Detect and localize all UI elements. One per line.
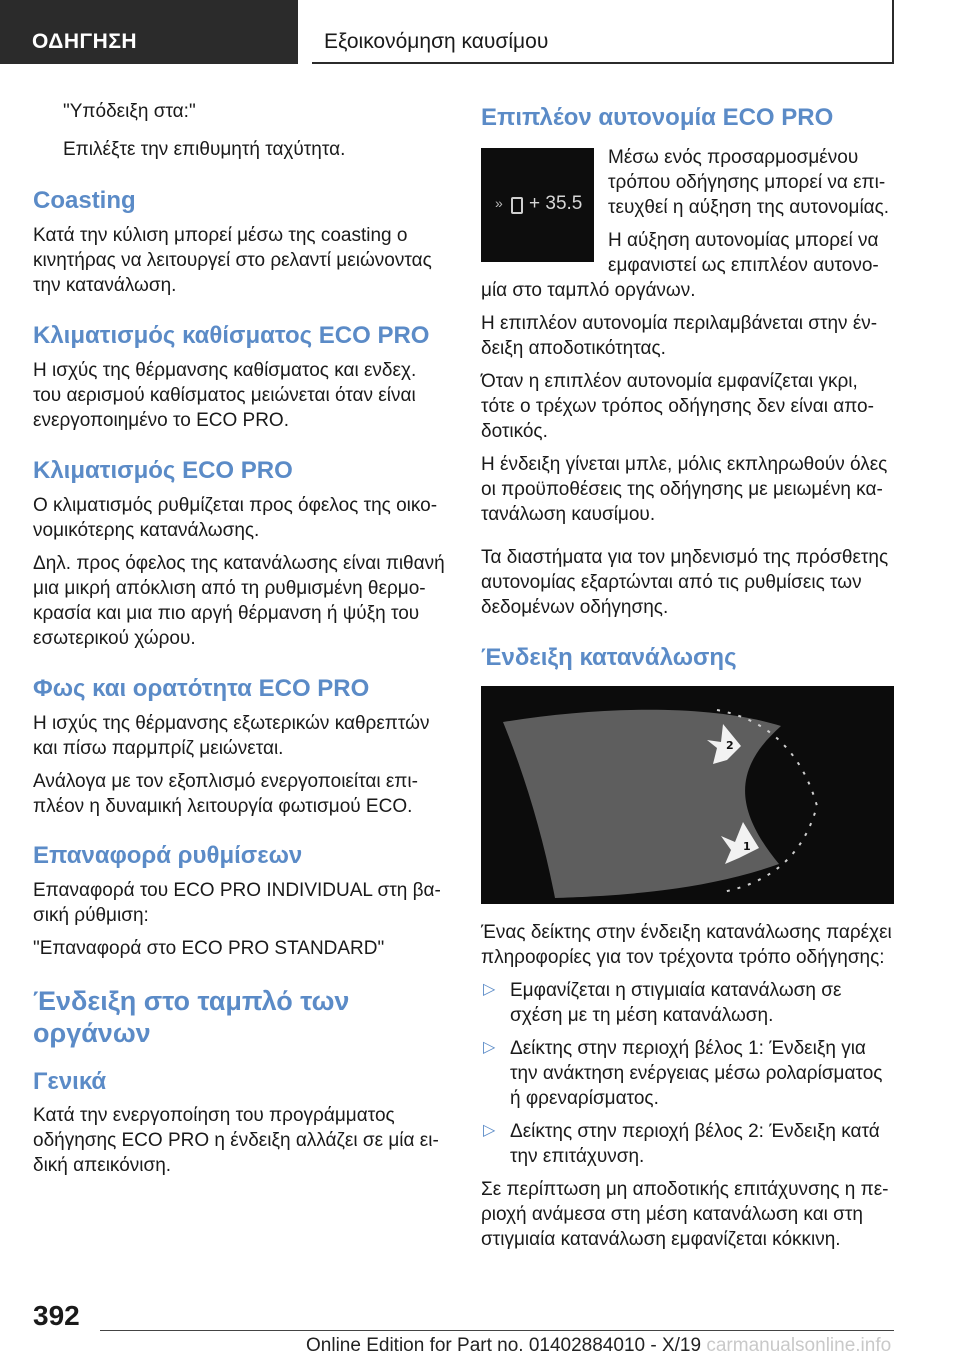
- text-line: Η ισχύς της θέρμανσης εξωτερικών καθρεπτών: [33, 713, 430, 734]
- text-line: μία στο ταμπλό οργάνων.: [481, 280, 696, 301]
- text-line: Ανάλογα με τον εξοπλισμό ενεργοποιείται επι-: [33, 771, 418, 792]
- text-line: νομικότερης κατανάλωσης.: [33, 520, 260, 541]
- list-item: Εμφανίζεται η στιγμιαία κατανάλωση σε: [510, 980, 842, 1001]
- heading-consumption: Ένδειξη κατανάλωσης: [481, 644, 737, 671]
- text-line: Επαναφορά του ECO PRO INDIVIDUAL στη βα-: [33, 880, 441, 901]
- header-section-label: ΟΔΗΓΗΣΗ: [32, 30, 138, 53]
- bullet-triangle-icon: ▷: [483, 981, 496, 998]
- text-line: Δηλ. προς όφελος της κατανάλωσης είναι πιθανή: [33, 553, 445, 574]
- list-item: ή φρεναρίσματος.: [510, 1088, 659, 1109]
- heading-light: Φως και ορατότητα ECO PRO: [33, 675, 370, 702]
- text-line: εσωτερικού χώρου.: [33, 628, 196, 649]
- text-line: Σε περίπτωση μη αποδοτικής επιτάχυνσης η πε-: [481, 1179, 889, 1200]
- text-line: Η επιπλέον αυτονομία περιλαμβάνεται στην έν-: [481, 313, 878, 334]
- text-line: τρόπου οδήγησης μπορεί να επι-: [608, 172, 886, 193]
- consumption-gauge-illustration: [481, 686, 894, 904]
- text-line: πληροφορίες για τον τρέχοντα τρόπο οδήγησης:: [481, 947, 885, 968]
- heading-extra-range: Επιπλέον αυτονομία ECO PRO: [481, 104, 834, 131]
- list-item: την ανάκτηση ενέργειας μέσω ρολαρίσματος: [510, 1063, 883, 1084]
- list-item: την επιτάχυνση.: [510, 1146, 645, 1167]
- text-line: δεδομένων οδήγησης.: [481, 597, 669, 618]
- text-line: και πίσω παρμπρίζ μειώνεται.: [33, 738, 284, 759]
- header-section-tab: [0, 0, 298, 64]
- list-item: σχέση με τη μέση κατανάλωση.: [510, 1005, 774, 1026]
- bullet-triangle-icon: ▷: [483, 1039, 496, 1056]
- text-line: πλέον η δυναμική λειτουργία φωτισμού ECO.: [33, 796, 413, 817]
- text-line: του αερισμού καθίσματος μειώνεται όταν είναι: [33, 385, 416, 406]
- header-chapter-label: Εξοικονόμηση καυσίμου: [324, 30, 549, 53]
- text-line: Η ένδειξη γίνεται μπλε, μόλις εκπληρωθούν όλες: [481, 454, 888, 475]
- text-line: Τα διαστήματα για τον μηδενισμό της πρόσθετης: [481, 547, 889, 568]
- consumption-display-image: [481, 686, 894, 904]
- text-line: τότε ο τρέχων τρόπος οδήγησης δεν είναι απο-: [481, 396, 874, 417]
- heading-seat-climate: Κλιματισμός καθίσματος ECO PRO: [33, 322, 430, 349]
- heading-coasting: Coasting: [33, 187, 136, 214]
- footer-edition-text: Online Edition for Part no. 01402884010 - X/19: [306, 1335, 702, 1356]
- text-line: Κατά την ενεργοποίηση του προγράμματος: [33, 1105, 395, 1126]
- text-line: Η αύξηση αυτονομίας μπορεί να: [608, 230, 879, 251]
- text-line: δοτικός.: [481, 421, 548, 442]
- text-line: αυτονομίας εξαρτώνται από τις ρυθμίσεις των: [481, 572, 862, 593]
- double-chevron-icon: »: [495, 195, 503, 211]
- fuel-pump-icon: [511, 197, 523, 214]
- heading-climate: Κλιματισμός ECO PRO: [33, 457, 293, 484]
- text-line: στιγμιαία κατανάλωση εμφανίζεται κόκκινη.: [481, 1229, 841, 1250]
- heading-general: Γενικά: [33, 1068, 107, 1095]
- intro-line: Επιλέξτε την επιθυμητή ταχύτητα.: [63, 139, 346, 160]
- footer-divider: [100, 1330, 894, 1331]
- text-line: Κατά την κύλιση μπορεί μέσω της coasting ο: [33, 225, 408, 246]
- text-line: Η ισχύς της θέρμανσης καθίσματος και ενδεχ.: [33, 360, 417, 381]
- text-line: Ένας δείκτης στην ένδειξη κατανάλωσης παρέχει: [481, 922, 892, 943]
- text-line: Όταν η επιπλέον αυτονομία εμφανίζεται γκρι,: [481, 371, 858, 392]
- text-line: ενεργοποιημένο το ECO PRO.: [33, 410, 289, 431]
- text-line: την κατανάλωση.: [33, 275, 177, 296]
- header-chapter-tab: [312, 0, 894, 64]
- text-line: κρασία και μια πιο αργή θέρμανση ή ψύξη του: [33, 603, 420, 624]
- heading-cluster: Ένδειξη στο ταμπλό των: [33, 986, 350, 1016]
- intro-line: "Υπόδειξη στα:": [63, 101, 196, 122]
- text-line: Μέσω ενός προσαρμοσμένου: [608, 147, 859, 168]
- arrow-1-label: 1: [743, 840, 751, 853]
- list-item: Δείκτης στην περιοχή βέλος 2: Ένδειξη κατά: [510, 1121, 880, 1142]
- text-line: οδήγησης ECO PRO η ένδειξη αλλάζει σε μία ει-: [33, 1130, 439, 1151]
- page-number: 392: [33, 1300, 80, 1331]
- footer-edition: [306, 1335, 891, 1357]
- text-line: τανάλωση καυσίμου.: [481, 504, 656, 525]
- text-line: εμφανιστεί ως επιπλέον αυτονο-: [608, 255, 879, 276]
- text-line: δική απεικόνιση.: [33, 1155, 172, 1176]
- footer-watermark: carmanualsonline.info: [706, 1335, 892, 1356]
- extra-range-display-image: [481, 148, 594, 262]
- text-line: μια μικρή απόκλιση από τη ρυθμισμένη θερμο-: [33, 578, 426, 599]
- text-line: οι προϋποθέσεις της οδήγησης με μειωμένη κα-: [481, 479, 883, 500]
- list-item: Δείκτης στην περιοχή βέλος 1: Ένδειξη για: [510, 1038, 866, 1059]
- text-line: Ο κλιματισμός ρυθμίζεται προς όφελος της οικο-: [33, 495, 438, 516]
- bullet-triangle-icon: ▷: [483, 1122, 496, 1139]
- text-line: σική ρύθμιση:: [33, 905, 149, 926]
- text-line: δειξη αποδοτικότητας.: [481, 338, 666, 359]
- text-line: τευχθεί η αύξηση της αυτονομίας.: [608, 197, 890, 218]
- text-line: ριοχή ανάμεσα στη μέση κατανάλωση και στη: [481, 1204, 863, 1225]
- heading-cluster: οργάνων: [33, 1018, 151, 1048]
- arrow-2-label: 2: [726, 739, 734, 752]
- text-line: κινητήρας να λειτουργεί στο ρελαντί μειώνοντας: [33, 250, 432, 271]
- text-line: "Επαναφορά στο ECO PRO STANDARD": [33, 938, 385, 959]
- heading-reset: Επαναφορά ρυθμίσεων: [33, 842, 303, 869]
- extra-range-value: + 35.5: [529, 193, 583, 214]
